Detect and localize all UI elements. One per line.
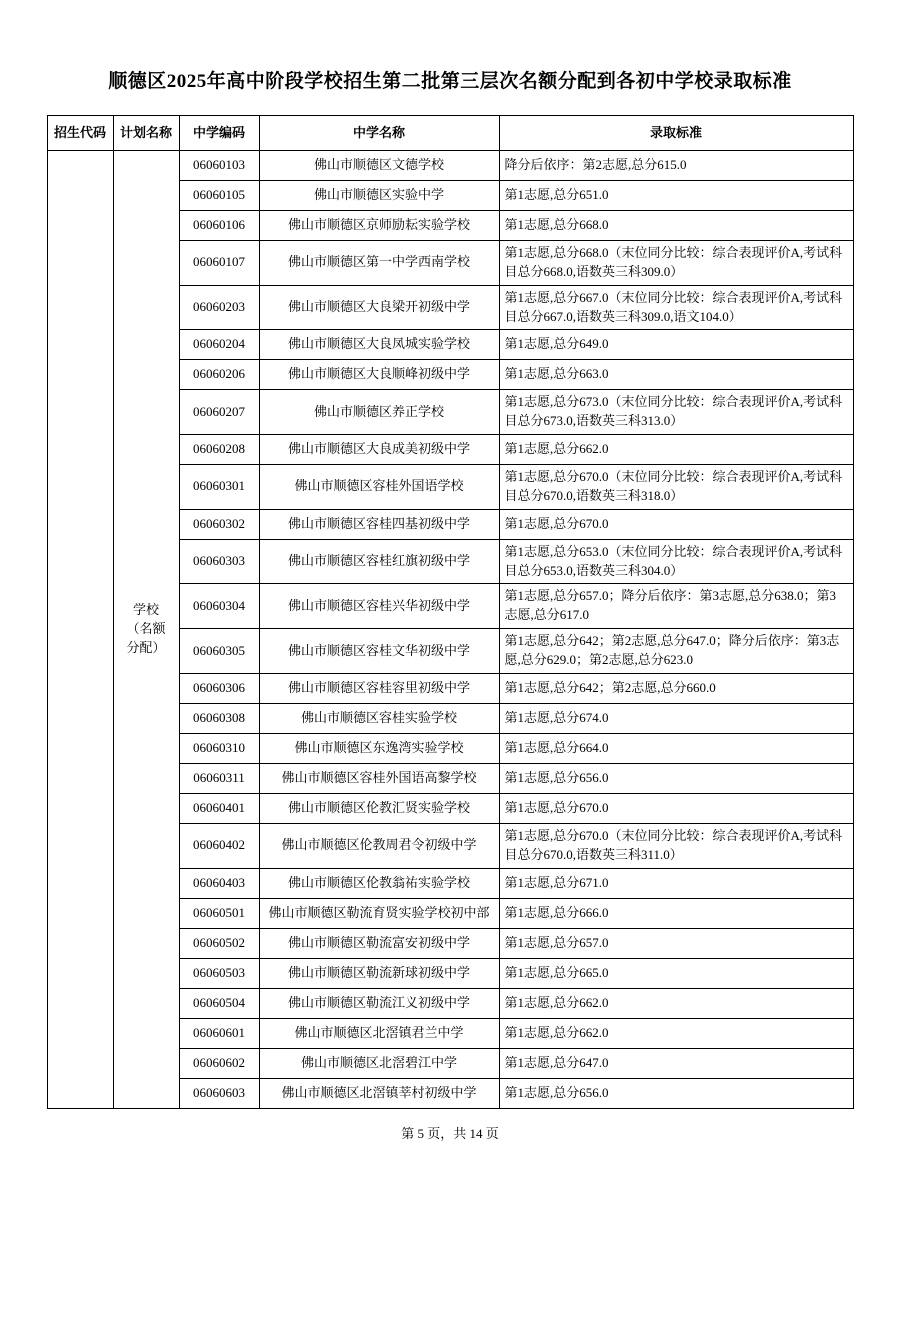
column-header-plan-name: 计划名称 [113,116,179,151]
cell-middle-school-code: 06060502 [179,928,259,958]
cell-admission-standard: 第1志愿,总分657.0 [499,928,853,958]
cell-middle-school-code: 06060308 [179,703,259,733]
cell-admission-standard: 第1志愿,总分656.0 [499,1078,853,1108]
cell-middle-school-code: 06060401 [179,793,259,823]
cell-plan-name [113,151,179,1109]
cell-middle-school-name: 佛山市顺德区北滘镇君兰中学 [259,1018,499,1048]
table-header-row [47,116,853,151]
cell-middle-school-name: 佛山市顺德区养正学校 [259,390,499,435]
cell-admission-standard: 第1志愿,总分651.0 [499,181,853,211]
cell-middle-school-name: 佛山市顺德区伦教翁祐实验学校 [259,868,499,898]
table-row [47,151,853,181]
cell-admission-standard: 第1志愿,总分666.0 [499,898,853,928]
cell-middle-school-code: 06060103 [179,151,259,181]
cell-admission-standard: 第1志愿,总分667.0（末位同分比较：综合表现评价A,考试科目总分667.0,语数英三科309.0,语文104.0） [499,285,853,330]
cell-middle-school-code: 06060207 [179,390,259,435]
cell-admission-standard: 第1志愿,总分656.0 [499,763,853,793]
document-page [0,66,900,1338]
cell-middle-school-name: 佛山市顺德区伦教汇贤实验学校 [259,793,499,823]
cell-middle-school-name: 佛山市顺德区勒流育贤实验学校初中部 [259,898,499,928]
cell-middle-school-code: 06060601 [179,1018,259,1048]
cell-admission-code [47,151,113,1109]
cell-admission-standard: 第1志愿,总分642；第2志愿,总分660.0 [499,673,853,703]
cell-middle-school-name: 佛山市顺德区容桂外国语学校 [259,465,499,510]
cell-middle-school-code: 06060603 [179,1078,259,1108]
cell-middle-school-code: 06060105 [179,181,259,211]
cell-admission-standard: 第1志愿,总分665.0 [499,958,853,988]
cell-admission-standard: 第1志愿,总分671.0 [499,868,853,898]
cell-admission-standard: 第1志愿,总分668.0（末位同分比较：综合表现评价A,考试科目总分668.0,语数英三科309.0） [499,241,853,286]
cell-admission-standard: 第1志愿,总分674.0 [499,703,853,733]
cell-middle-school-code: 06060203 [179,285,259,330]
cell-middle-school-name: 佛山市顺德区大良顺峰初级中学 [259,360,499,390]
cell-admission-standard: 第1志愿,总分662.0 [499,1018,853,1048]
cell-admission-standard: 第1志愿,总分649.0 [499,330,853,360]
cell-admission-standard: 第1志愿,总分670.0 [499,793,853,823]
column-header-admission-code: 招生代码 [47,116,113,151]
cell-middle-school-name: 佛山市顺德区大良凤城实验学校 [259,330,499,360]
page-footer: 第 5 页，共 14 页 [401,1125,499,1141]
cell-admission-standard: 第1志愿,总分670.0 [499,509,853,539]
cell-admission-standard: 第1志愿,总分662.0 [499,435,853,465]
cell-middle-school-name: 佛山市顺德区容桂实验学校 [259,703,499,733]
cell-admission-standard: 降分后依序：第2志愿,总分615.0 [499,151,853,181]
cell-middle-school-name: 佛山市顺德区文德学校 [259,151,499,181]
cell-middle-school-code: 06060302 [179,509,259,539]
cell-middle-school-code: 06060504 [179,988,259,1018]
cell-admission-standard: 第1志愿,总分663.0 [499,360,853,390]
cell-middle-school-code: 06060311 [179,763,259,793]
cell-middle-school-name: 佛山市顺德区北滘镇莘村初级中学 [259,1078,499,1108]
cell-middle-school-code: 06060208 [179,435,259,465]
cell-admission-standard: 第1志愿,总分662.0 [499,988,853,1018]
cell-admission-standard: 第1志愿,总分653.0（末位同分比较：综合表现评价A,考试科目总分653.0,语数英三科304.0） [499,539,853,584]
cell-admission-standard: 第1志愿,总分670.0（末位同分比较：综合表现评价A,考试科目总分670.0,语数英三科311.0） [499,823,853,868]
cell-middle-school-name: 佛山市顺德区勒流江义初级中学 [259,988,499,1018]
cell-middle-school-name: 佛山市顺德区大良梁开初级中学 [259,285,499,330]
cell-middle-school-code: 06060206 [179,360,259,390]
cell-middle-school-code: 06060306 [179,673,259,703]
cell-middle-school-name: 佛山市顺德区容桂红旗初级中学 [259,539,499,584]
cell-middle-school-code: 06060310 [179,733,259,763]
cell-middle-school-name: 佛山市顺德区第一中学西南学校 [259,241,499,286]
cell-middle-school-code: 06060106 [179,211,259,241]
cell-middle-school-code: 06060301 [179,465,259,510]
cell-middle-school-code: 06060107 [179,241,259,286]
cell-middle-school-name: 佛山市顺德区容桂四基初级中学 [259,509,499,539]
cell-middle-school-name: 佛山市顺德区勒流新球初级中学 [259,958,499,988]
cell-admission-standard: 第1志愿,总分642；第2志愿,总分647.0；降分后依序：第3志愿,总分629.0；第2志愿,总分623.0 [499,629,853,674]
cell-admission-standard: 第1志愿,总分657.0；降分后依序：第3志愿,总分638.0；第3志愿,总分617.0 [499,584,853,629]
cell-admission-standard: 第1志愿,总分673.0（末位同分比较：综合表现评价A,考试科目总分673.0,语数英三科313.0） [499,390,853,435]
column-header-admission-standard: 录取标准 [499,116,853,151]
cell-middle-school-name: 佛山市顺德区实验中学 [259,181,499,211]
cell-middle-school-name: 佛山市顺德区容桂容里初级中学 [259,673,499,703]
column-header-middle-school-code: 中学编码 [179,116,259,151]
cell-admission-standard: 第1志愿,总分664.0 [499,733,853,763]
cell-middle-school-name: 佛山市顺德区北滘碧江中学 [259,1048,499,1078]
cell-middle-school-code: 06060304 [179,584,259,629]
cell-middle-school-name: 佛山市顺德区伦教周君令初级中学 [259,823,499,868]
cell-middle-school-name: 佛山市顺德区东逸湾实验学校 [259,733,499,763]
admission-standards-table [47,115,854,1109]
cell-middle-school-name: 佛山市顺德区京师励耘实验学校 [259,211,499,241]
cell-middle-school-code: 06060403 [179,868,259,898]
cell-middle-school-name: 佛山市顺德区容桂外国语高黎学校 [259,763,499,793]
cell-admission-standard: 第1志愿,总分647.0 [499,1048,853,1078]
cell-middle-school-name: 佛山市顺德区容桂兴华初级中学 [259,584,499,629]
plan-name-text: 学校（名额分配） [126,601,166,655]
cell-admission-standard: 第1志愿,总分668.0 [499,211,853,241]
cell-middle-school-code: 06060503 [179,958,259,988]
cell-middle-school-code: 06060305 [179,629,259,674]
cell-middle-school-code: 06060204 [179,330,259,360]
cell-middle-school-code: 06060602 [179,1048,259,1078]
cell-admission-standard: 第1志愿,总分670.0（末位同分比较：综合表现评价A,考试科目总分670.0,语数英三科318.0） [499,465,853,510]
cell-middle-school-code: 06060402 [179,823,259,868]
column-header-middle-school-name: 中学名称 [259,116,499,151]
cell-middle-school-name: 佛山市顺德区大良成美初级中学 [259,435,499,465]
table-body [47,151,853,1109]
cell-middle-school-name: 佛山市顺德区勒流富安初级中学 [259,928,499,958]
cell-middle-school-code: 06060501 [179,898,259,928]
cell-middle-school-name: 佛山市顺德区容桂文华初级中学 [259,629,499,674]
cell-middle-school-code: 06060303 [179,539,259,584]
page-title: 顺德区2025年高中阶段学校招生第二批第三层次名额分配到各初中学校录取标准 [108,71,792,92]
table-header [47,116,853,151]
